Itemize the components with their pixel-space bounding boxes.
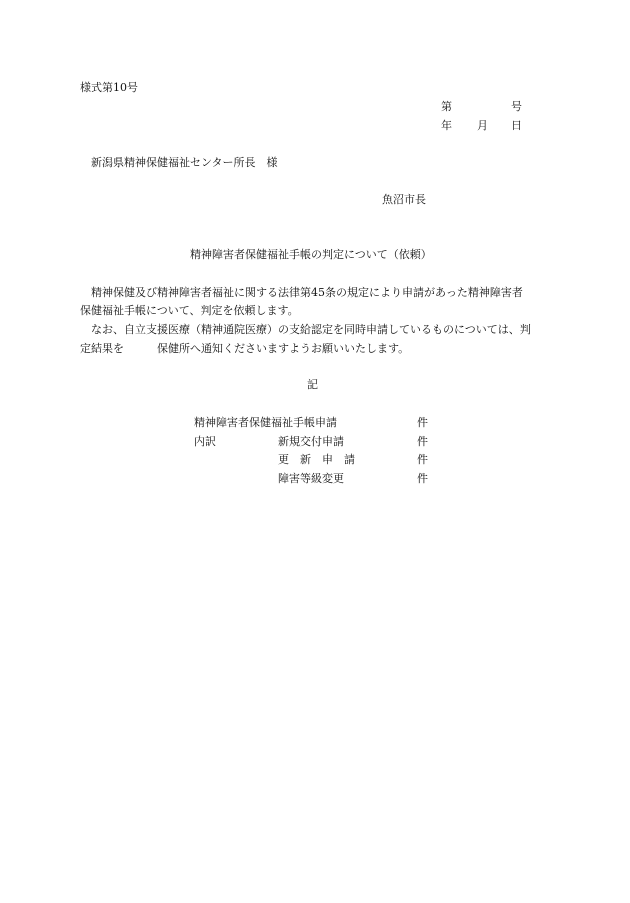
body-line-1: 精神保健及び精神障害者福祉に関する法律第45条の規定により申請があった精神障害者 [91, 286, 523, 299]
date-day: 日 [511, 119, 522, 132]
main-item-label: 精神障害者保健福祉手帳申請 [194, 416, 337, 429]
number-prefix: 第 [441, 100, 452, 113]
row-unit-renewal: 件 [417, 453, 428, 466]
row-label-grade-change: 障害等級変更 [278, 472, 344, 485]
row-label-renewal: 更 新 申 請 [278, 453, 355, 466]
body-line-4b: 保健所へ通知くださいますようお願いいたします。 [157, 342, 410, 355]
breakdown-label: 内訳 [194, 435, 216, 448]
document-title: 精神障害者保健福祉手帳の判定について（依頼） [190, 248, 432, 261]
row-unit-grade-change: 件 [417, 472, 428, 485]
ki-marker: 記 [307, 378, 318, 391]
body-line-3: なお、自立支援医療（精神通院医療）の支給認定を同時申請しているものについては、判 [91, 323, 531, 336]
body-line-2: 保健福祉手帳について、判定を依頼します。 [80, 304, 299, 317]
row-label-new: 新規交付申請 [278, 435, 344, 448]
sender: 魚沼市長 [382, 193, 426, 206]
number-suffix: 号 [511, 100, 522, 113]
date-year: 年 [441, 119, 452, 132]
form-number: 様式第10号 [80, 81, 138, 94]
date-month: 月 [477, 119, 488, 132]
row-unit-new: 件 [417, 435, 428, 448]
addressee: 新潟県精神保健福祉センター所長 様 [91, 156, 278, 169]
main-item-unit: 件 [417, 416, 428, 429]
body-line-4a: 定結果を [80, 342, 124, 355]
